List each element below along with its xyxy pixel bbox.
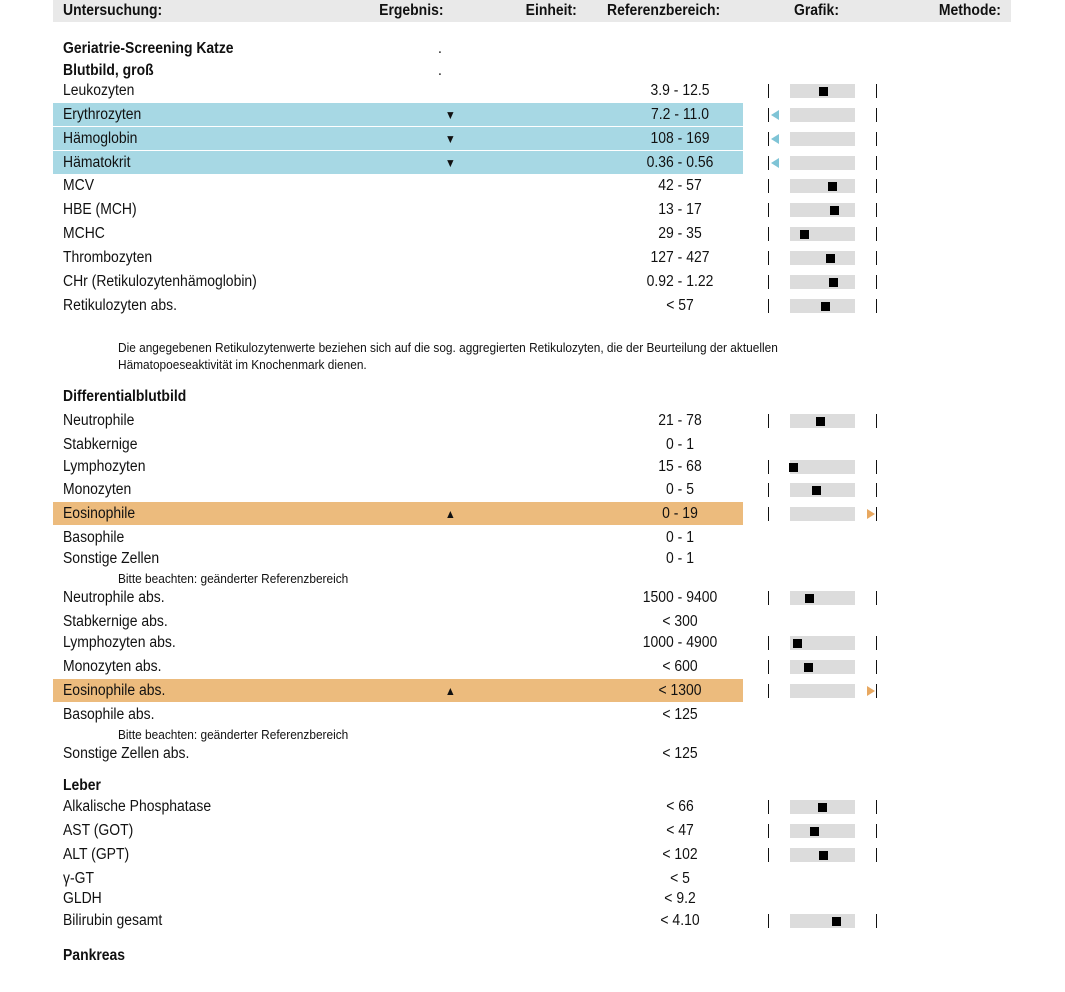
test-name: Bilirubin gesamt — [63, 912, 163, 929]
test-name: Monozyten abs. — [63, 658, 162, 675]
reference-range: < 57 — [666, 297, 694, 314]
triangle-left-icon — [771, 134, 779, 144]
graph-marker — [819, 851, 828, 860]
graph-tick-right — [876, 179, 877, 193]
graph-tick-right — [876, 460, 877, 474]
test-name: Lymphozyten — [63, 458, 146, 475]
graph-tick-right — [876, 800, 877, 814]
test-name: HBE (MCH) — [63, 201, 137, 218]
graph-bar — [790, 275, 855, 289]
graph-marker — [826, 254, 835, 263]
graph-tick-left — [768, 483, 769, 497]
graph-tick-right — [876, 108, 877, 122]
reference-range: 21 - 78 — [658, 412, 702, 429]
graph-bar — [790, 156, 855, 170]
graph-tick-left — [768, 914, 769, 928]
header-untersuchung: Untersuchung: — [63, 2, 163, 19]
reference-range: 29 - 35 — [658, 225, 702, 242]
graph-tick-left — [768, 848, 769, 862]
test-name: Eosinophile abs. — [63, 682, 166, 699]
section-leber: Leber — [63, 777, 101, 794]
graph-tick-left — [768, 800, 769, 814]
graph-tick-right — [876, 660, 877, 674]
graph-marker — [810, 827, 819, 836]
graph-tick-right — [876, 507, 877, 521]
graph-tick-left — [768, 179, 769, 193]
graph-tick-right — [876, 591, 877, 605]
graph-tick-right — [876, 414, 877, 428]
reference-range: < 600 — [662, 658, 698, 675]
test-name: Neutrophile — [63, 412, 135, 429]
reference-range: < 5 — [670, 870, 690, 887]
graph-bar — [790, 251, 855, 265]
test-name: Sonstige Zellen — [63, 550, 160, 567]
graph-tick-left — [768, 507, 769, 521]
note-referenz-geaendert: Bitte beachten: geänderter Referenzbereich — [118, 727, 349, 742]
header-referenzbereich: Referenzbereich: — [607, 2, 721, 19]
graph-tick-left — [768, 824, 769, 838]
graph-tick-left — [768, 460, 769, 474]
test-name: MCV — [63, 177, 95, 194]
reference-range: 0 - 1 — [666, 550, 694, 567]
graph-tick-right — [876, 848, 877, 862]
test-name: Thrombozyten — [63, 249, 153, 266]
test-name: Hämoglobin — [63, 130, 138, 147]
test-name: Retikulozyten abs. — [63, 297, 177, 314]
graph-bar — [790, 660, 855, 674]
graph-bar — [790, 132, 855, 146]
test-name: Leukozyten — [63, 82, 135, 99]
reference-range: 0 - 1 — [666, 529, 694, 546]
graph-tick-left — [768, 84, 769, 98]
section-blutbild-dot: . — [438, 62, 442, 79]
graph-marker — [793, 639, 802, 648]
reference-range: 0 - 5 — [666, 481, 694, 498]
test-name: Eosinophile — [63, 505, 136, 522]
header-grafik: Grafik: — [794, 2, 839, 19]
reference-range: < 9.2 — [664, 890, 696, 907]
section-blutbild: Blutbild, groß — [63, 62, 154, 79]
graph-tick-left — [768, 636, 769, 650]
graph-marker — [830, 206, 839, 215]
graph-tick-right — [876, 156, 877, 170]
section-geriatrie-dot: . — [438, 40, 442, 57]
graph-tick-right — [876, 227, 877, 241]
note-retikulozyten-line2: Hämatopoeseaktivität im Knochenmark dienen. — [118, 357, 367, 372]
reference-range: < 102 — [662, 846, 698, 863]
graph-tick-left — [768, 275, 769, 289]
graph-tick-right — [876, 684, 877, 698]
section-pankreas: Pankreas — [63, 947, 126, 964]
graph-marker — [804, 663, 813, 672]
header-einheit: Einheit: — [525, 2, 577, 19]
graph-tick-left — [768, 156, 769, 170]
graph-bar — [790, 460, 855, 474]
graph-bar — [790, 591, 855, 605]
reference-range: 13 - 17 — [658, 201, 702, 218]
reference-range: < 66 — [666, 798, 694, 815]
graph-marker — [800, 230, 809, 239]
graph-marker — [819, 87, 828, 96]
graph-marker — [818, 803, 827, 812]
test-name: Stabkernige abs. — [63, 613, 168, 630]
reference-range: 15 - 68 — [658, 458, 702, 475]
graph-tick-right — [876, 914, 877, 928]
reference-range: 3.9 - 12.5 — [650, 82, 710, 99]
test-name: Stabkernige — [63, 436, 138, 453]
graph-tick-left — [768, 684, 769, 698]
graph-marker — [832, 917, 841, 926]
reference-range: 0 - 1 — [666, 436, 694, 453]
reference-range: 0 - 19 — [662, 505, 698, 522]
graph-tick-right — [876, 84, 877, 98]
graph-marker — [829, 278, 838, 287]
triangle-left-icon — [771, 158, 779, 168]
test-name: Lymphozyten abs. — [63, 634, 176, 651]
reference-range: 0.92 - 1.22 — [646, 273, 714, 290]
test-name: Monozyten — [63, 481, 132, 498]
test-name: ALT (GPT) — [63, 846, 130, 863]
note-referenz-geaendert: Bitte beachten: geänderter Referenzbereich — [118, 571, 349, 586]
note-retikulozyten-line1: Die angegebenen Retikulozytenwerte beziehen sich auf die sog. aggregierten Retikulozyten, die der Beurteilung der aktuellen — [118, 340, 778, 355]
graph-tick-left — [768, 108, 769, 122]
graph-bar — [790, 483, 855, 497]
test-name: CHr (Retikulozytenhämoglobin) — [63, 273, 257, 290]
reference-range: 108 - 169 — [650, 130, 710, 147]
triangle-right-icon — [867, 509, 875, 519]
triangle-right-icon — [867, 686, 875, 696]
graph-bar — [790, 684, 855, 698]
section-geriatrie: Geriatrie-Screening Katze — [63, 40, 234, 57]
test-name: Sonstige Zellen abs. — [63, 745, 190, 762]
arrow-down-icon: ▼ — [445, 132, 456, 146]
reference-range: 1000 - 4900 — [642, 634, 718, 651]
graph-tick-right — [876, 824, 877, 838]
graph-tick-left — [768, 132, 769, 146]
arrow-up-icon: ▲ — [445, 684, 456, 698]
reference-range: < 300 — [662, 613, 698, 630]
arrow-down-icon: ▼ — [445, 108, 456, 122]
reference-range: 42 - 57 — [658, 177, 702, 194]
test-name: Basophile abs. — [63, 706, 155, 723]
graph-bar — [790, 179, 855, 193]
graph-tick-left — [768, 660, 769, 674]
graph-tick-left — [768, 591, 769, 605]
graph-tick-right — [876, 275, 877, 289]
arrow-down-icon: ▼ — [445, 156, 456, 170]
header-ergebnis: Ergebnis: — [378, 2, 443, 19]
graph-bar — [790, 203, 855, 217]
graph-bar — [790, 824, 855, 838]
reference-range: < 4.10 — [660, 912, 700, 929]
reference-range: 0.36 - 0.56 — [646, 154, 714, 171]
test-name: MCHC — [63, 225, 105, 242]
test-name: Neutrophile abs. — [63, 589, 165, 606]
graph-tick-right — [876, 483, 877, 497]
graph-tick-right — [876, 132, 877, 146]
reference-range: 7.2 - 11.0 — [651, 106, 709, 123]
graph-tick-left — [768, 251, 769, 265]
graph-tick-left — [768, 299, 769, 313]
reference-range: < 125 — [662, 706, 698, 723]
reference-range: < 1300 — [658, 682, 702, 699]
graph-tick-right — [876, 299, 877, 313]
graph-marker — [816, 417, 825, 426]
graph-tick-right — [876, 636, 877, 650]
triangle-left-icon — [771, 110, 779, 120]
graph-marker — [789, 463, 798, 472]
reference-range: < 125 — [662, 745, 698, 762]
arrow-up-icon: ▲ — [445, 507, 456, 521]
graph-tick-left — [768, 227, 769, 241]
graph-tick-left — [768, 414, 769, 428]
graph-bar — [790, 507, 855, 521]
reference-range: 127 - 427 — [650, 249, 710, 266]
graph-marker — [805, 594, 814, 603]
test-name: Erythrozyten — [63, 106, 142, 123]
test-name: Alkalische Phosphatase — [63, 798, 212, 815]
graph-tick-left — [768, 203, 769, 217]
section-differentialblutbild: Differentialblutbild — [63, 388, 187, 405]
graph-tick-right — [876, 203, 877, 217]
graph-bar — [790, 108, 855, 122]
graph-marker — [828, 182, 837, 191]
graph-marker — [821, 302, 830, 311]
graph-tick-right — [876, 251, 877, 265]
test-name: AST (GOT) — [63, 822, 134, 839]
test-name: Basophile — [63, 529, 125, 546]
test-name: Hämatokrit — [63, 154, 131, 171]
reference-range: < 47 — [666, 822, 694, 839]
test-name: GLDH — [63, 890, 102, 907]
test-name: γ-GT — [63, 870, 94, 887]
reference-range: 1500 - 9400 — [642, 589, 718, 606]
graph-marker — [812, 486, 821, 495]
graph-bar — [790, 914, 855, 928]
header-methode: Methode: — [938, 2, 1001, 19]
